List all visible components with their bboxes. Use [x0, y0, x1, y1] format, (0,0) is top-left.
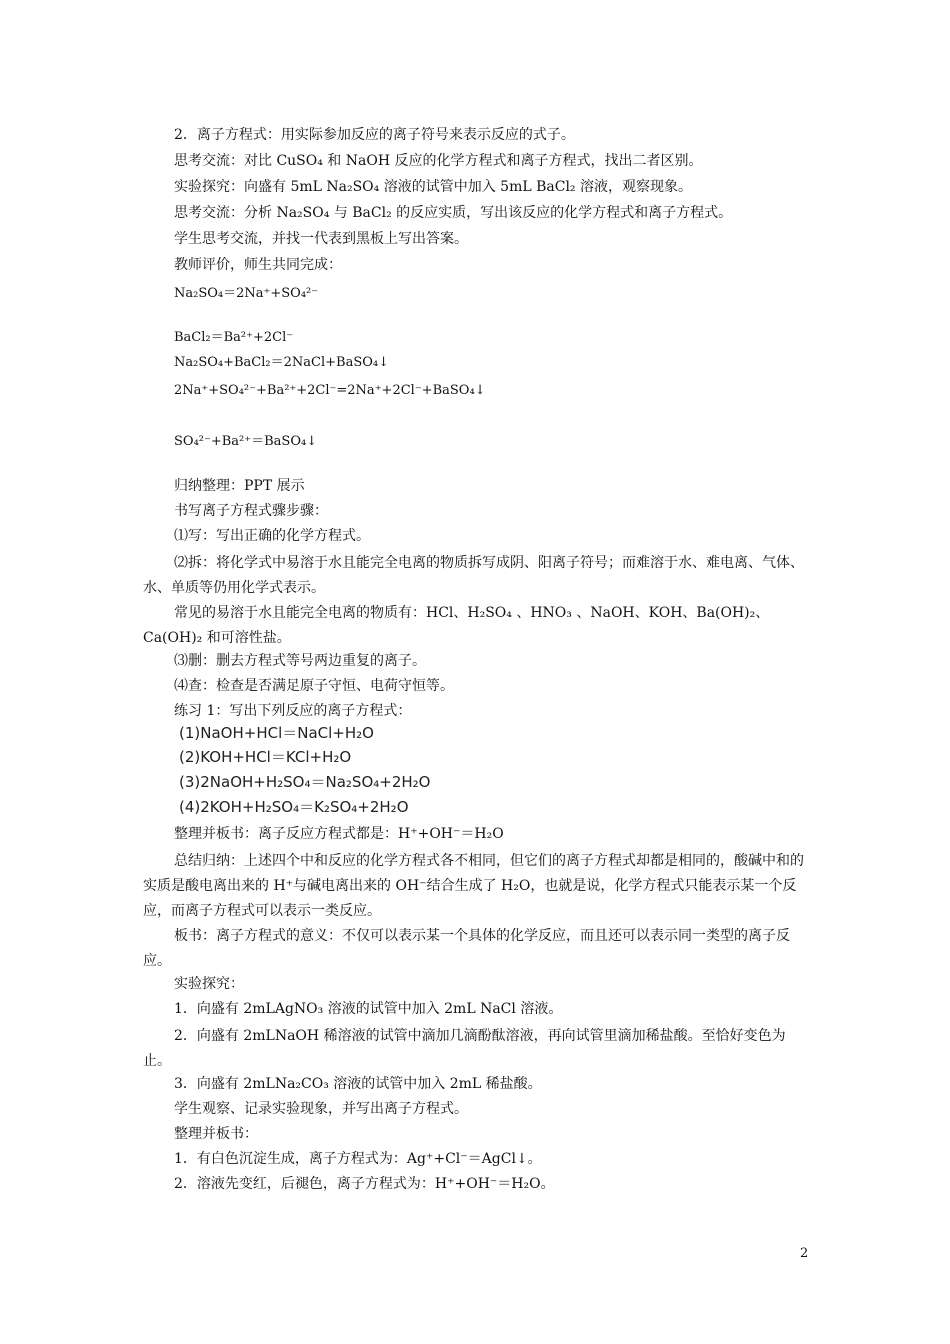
text-line: 学生观察、记录实验现象，并写出离子方程式。	[174, 1101, 468, 1117]
paragraph: 板书：离子方程式的意义：不仅可以表示某一个具体的化学反应，而且还可以表示同一类型的离子反应。	[143, 928, 790, 969]
text-line: 整理并板书：	[174, 1126, 258, 1142]
exercise-equation: (3)2NaOH+H₂SO₄＝Na₂SO₄+2H₂O	[179, 773, 431, 791]
exercise-equation: (4)2KOH+H₂SO₄＝K₂SO₄+2H₂O	[179, 798, 409, 816]
text-line: 学生思考交流，并找一代表到黑板上写出答案。	[174, 231, 468, 247]
equation: Na₂SO₄+BaCl₂＝2NaCl+BaSO₄↓	[174, 355, 389, 370]
text-line: 3．向盛有 2mLNa₂CO₃ 溶液的试管中加入 2mL 稀盐酸。	[174, 1076, 542, 1092]
text-line: 练习 1：写出下列反应的离子方程式：	[174, 703, 412, 719]
text-line: 思考交流：对比 CuSO₄ 和 NaOH 反应的化学方程式和离子方程式，找出二者区别。	[174, 153, 703, 169]
paragraph: 2．向盛有 2mLNaOH 稀溶液的试管中滴加几滴酚酞溶液，再向试管里滴加稀盐酸。至恰好变色为止。	[143, 1028, 786, 1069]
paragraph: 常见的易溶于水且能完全电离的物质有：HCl、H₂SO₄ 、HNO₃ 、NaOH、KOH、Ba(OH)₂、Ca(OH)₂ 和可溶性盐。	[143, 605, 770, 646]
text-line: 思考交流：分析 Na₂SO₄ 与 BaCl₂ 的反应实质，写出该反应的化学方程式和离子方程式。	[174, 205, 733, 221]
equation: 2Na⁺+SO₄²⁻+Ba²⁺+2Cl⁻=2Na⁺+2Cl⁻+BaSO₄↓	[174, 383, 486, 398]
text-line: 1．向盛有 2mLAgNO₃ 溶液的试管中加入 2mL NaCl 溶液。	[174, 1001, 563, 1017]
text-line: ⑶删：删去方程式等号两边重复的离子。	[174, 653, 426, 669]
paragraph: 总结归纳：上述四个中和反应的化学方程式各不相同，但它们的离子方程式却都是相同的，酸碱中和的实质是酸电离出来的 H⁺与碱电离出来的 OH⁻结合生成了 H₂O，也就是说，化学方程式只能表示某一个反应，而离子方程式可以表示一类反应。	[143, 853, 804, 919]
page-number: 2	[800, 1246, 809, 1261]
text-line: 归纳整理：PPT 展示	[174, 478, 305, 494]
text-line: 2．溶液先变红，后褪色，离子方程式为：H⁺+OH⁻＝H₂O。	[174, 1176, 555, 1192]
text-line: ⑷查：检查是否满足原子守恒、电荷守恒等。	[174, 678, 454, 694]
text-line: 整理并板书：离子反应方程式都是：H⁺+OH⁻＝H₂O	[174, 826, 504, 842]
paragraph: ⑵拆：将化学式中易溶于水且能完全电离的物质拆写成阴、阳离子符号；而难溶于水、难电离、气体、水、单质等仍用化学式表示。	[143, 555, 804, 596]
text-line: 1．有白色沉淀生成，离子方程式为：Ag⁺+Cl⁻＝AgCl↓。	[174, 1151, 542, 1167]
text-line: ⑴写：写出正确的化学方程式。	[174, 528, 370, 544]
text-line: 教师评价，师生共同完成：	[174, 257, 342, 273]
equation: BaCl₂＝Ba²⁺+2Cl⁻	[174, 330, 294, 345]
exercise-equation: (2)KOH+HCl＝KCl+H₂O	[179, 748, 352, 766]
equation: Na₂SO₄＝2Na⁺+SO₄²⁻	[174, 286, 319, 301]
text-line: 2．离子方程式：用实际参加反应的离子符号来表示反应的式子。	[174, 127, 575, 143]
equation: SO₄²⁻+Ba²⁺＝BaSO₄↓	[174, 434, 318, 449]
exercise-equation: (1)NaOH+HCl＝NaCl+H₂O	[179, 724, 374, 742]
text-line: 实验探究：	[174, 976, 244, 992]
text-line: 书写离子方程式骤步骤：	[174, 503, 328, 519]
text-line: 实验探究：向盛有 5mL Na₂SO₄ 溶液的试管中加入 5mL BaCl₂ 溶液，观察现象。	[174, 179, 692, 195]
